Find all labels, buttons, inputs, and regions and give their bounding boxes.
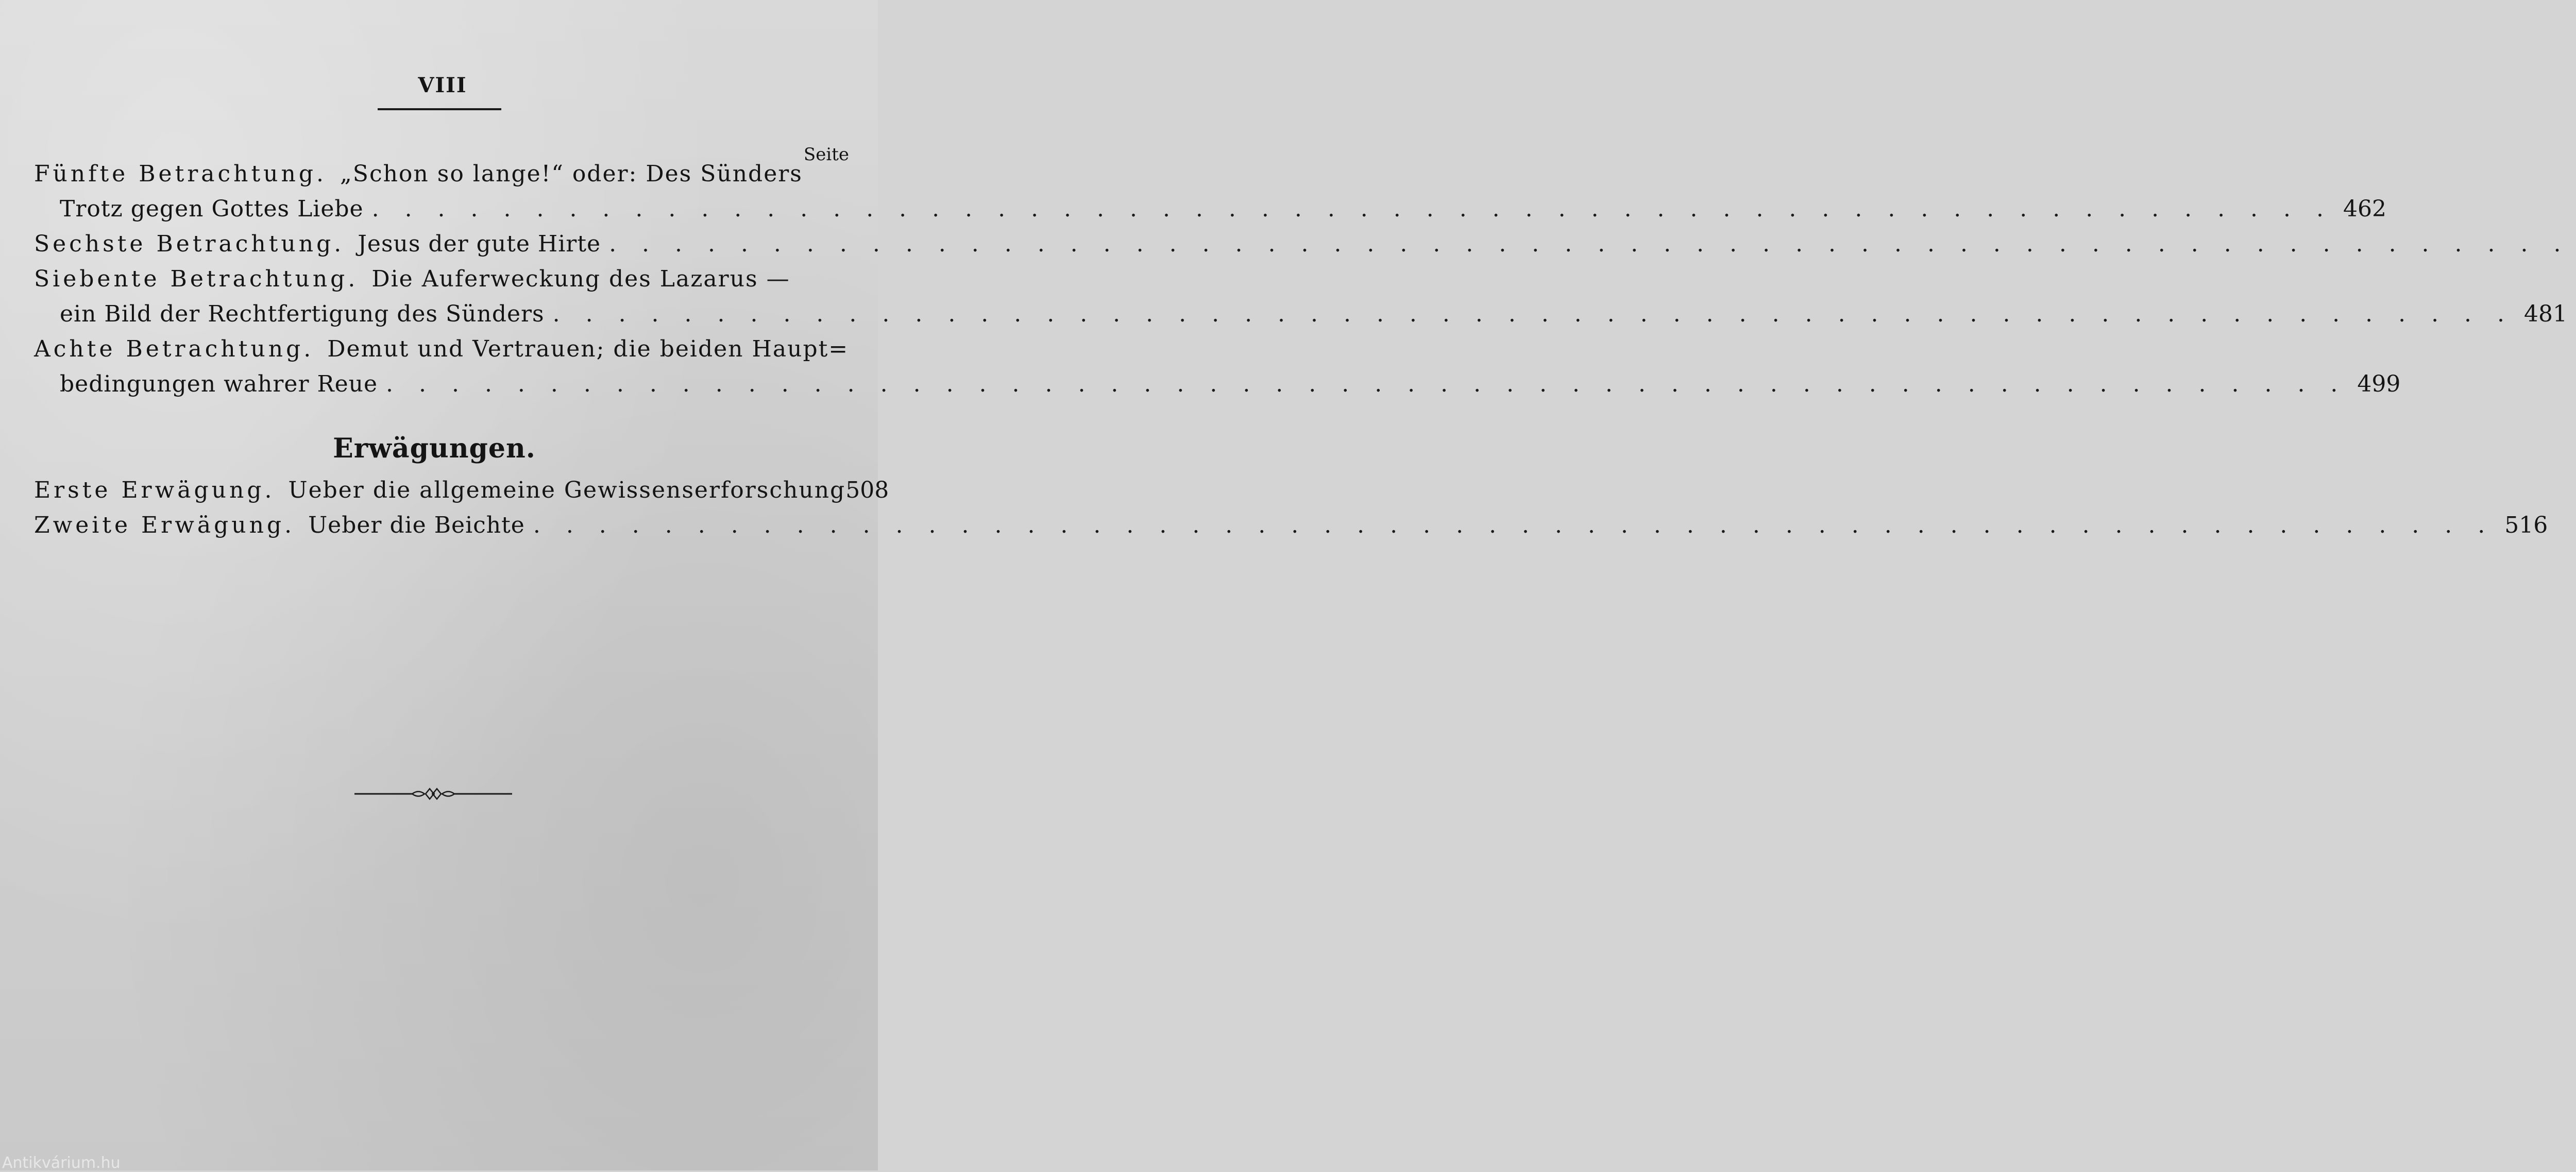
entry-page-number: 481 — [2524, 301, 2567, 327]
page-column-label: Seite — [803, 144, 849, 165]
leader-dots: . . . . . . . . . . . . . . . . . . . . . . . . . . . . . . . . . . . . . . . . . . . . . . . . . . . . . . . . . . . . — [371, 196, 2333, 222]
entry-title-fill — [340, 161, 803, 187]
entry-title: Die Auferweckung des Lazarus — — [371, 266, 790, 292]
entry-title-continued: bedingungen wahrer Reue — [60, 371, 378, 397]
entry-title-fill — [327, 336, 849, 362]
entry-title: Ueber die allgemeine Gewissenserforschung — [288, 477, 846, 503]
entry-title-fill — [288, 477, 845, 503]
toc-entry-zweite-erwaegung — [34, 512, 2548, 543]
leader-dots: . . . . . . . . . . . . . . . . . . . . . . . . . . . . . . . . . . . . . . . . . . . . . . . . . . . . . . . . . . . . — [533, 512, 2495, 538]
entry-title-continued: ein Bild der Rechtfertigung des Sünders — [60, 301, 545, 327]
entry-heading: Siebente Betrachtung. — [34, 266, 359, 292]
leader-dots: . . . . . . . . . . . . . . . . . . . . . . . . . . . . . . . . . . . . . . . . . . . . . . . . . . . . . . . . . . . . — [609, 231, 2570, 257]
toc-entry-fuenfte-line2 — [60, 196, 2386, 227]
entry-heading: Erste Erwägung. — [34, 477, 275, 503]
entry-title: „Schon so lange!“ oder: Des Sünders — [340, 161, 803, 187]
entry-heading: Achte Betrachtung. — [34, 336, 314, 362]
toc-entry-siebente-line2 — [60, 301, 2567, 332]
header-rule — [378, 108, 501, 110]
entry-page-number: 499 — [2357, 371, 2401, 397]
entry-heading: Fünfte Betrachtung. — [34, 161, 327, 187]
entry-title: Jesus der gute Hirte — [358, 231, 601, 257]
page-number: VIII — [418, 73, 467, 97]
toc-entry-achte-line1 — [34, 336, 849, 367]
entry-heading: Zweite Erwägung. — [34, 512, 295, 538]
entry-title-fill — [371, 266, 802, 292]
entry-page-number: 508 — [845, 477, 889, 503]
toc-entry-fuenfte-line1 — [34, 161, 849, 192]
entry-page-number: 462 — [2343, 196, 2386, 222]
toc-entry-achte-line2 — [60, 371, 2401, 402]
toc-entry-sechste — [34, 231, 2570, 262]
watermark: Antikvárium.hu — [2, 1154, 121, 1172]
leader-dots: . . . . . . . . . . . . . . . . . . . . . . . . . . . . . . . . . . . . . . . . . . . . . . . . . . . . . . . . . . . . — [386, 371, 2347, 397]
entry-title-continued: Trotz gegen Gottes Liebe — [60, 196, 364, 222]
section-title: Erwägungen. — [333, 433, 536, 464]
entry-heading: Sechste Betrachtung. — [34, 231, 345, 257]
entry-title: Demut und Vertrauen; die beiden Haupt= — [327, 336, 849, 362]
entry-page-number: 516 — [2504, 512, 2548, 538]
toc-entry-erste-erwaegung — [34, 477, 889, 508]
entry-title: Ueber die Beichte — [308, 512, 525, 538]
ornament-divider — [354, 786, 512, 802]
leader-dots: . . . . . . . . . . . . . . . . . . . . . . . . . . . . . . . . . . . . . . . . . . . . . . . . . . . . . . . . . . . . — [552, 301, 2514, 327]
toc-entry-siebente-line1 — [34, 266, 849, 297]
